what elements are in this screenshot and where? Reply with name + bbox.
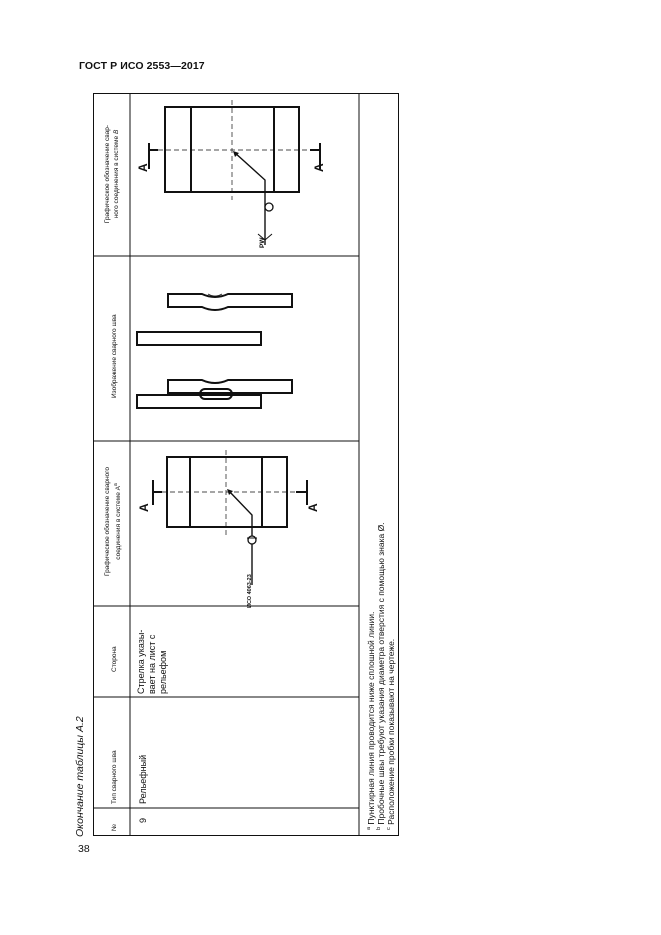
header-weld-image: Изображение сварного шва bbox=[111, 314, 118, 398]
header-symbol-b-line1: Графическое обозначение свар- bbox=[104, 124, 111, 224]
footnote-a: $^a$ Пунктирная линия проводится ниже сплошной линии. bbox=[366, 611, 376, 830]
footnote-b: $^b$ Пробочные швы требуют указания диаметра отверстия с помощью знака Ø. bbox=[376, 522, 386, 830]
symbol-a-drawing bbox=[130, 445, 330, 615]
row-side bbox=[136, 630, 169, 694]
header-symbol-a: Графическое обозначение сварного соединения в системе $А^a$ bbox=[104, 466, 123, 577]
tail-b-text: PW bbox=[259, 237, 266, 248]
footnote-mark-a: a bbox=[113, 483, 119, 487]
row-side-line3: рельефом bbox=[158, 650, 168, 694]
header-symbol-b bbox=[103, 93, 121, 255]
header-num: № bbox=[111, 824, 118, 831]
table-caption: Окончание таблицы А.2 bbox=[74, 716, 86, 837]
footnote-c: $^c$ Расположение пробки показывают на чертеже. bbox=[386, 638, 396, 830]
label-b-left: A bbox=[136, 163, 150, 172]
header-weld-type: Тип сварного шва bbox=[111, 750, 118, 804]
row-side-line1: Стрелка указы- bbox=[136, 629, 146, 694]
row-side-line2: вает на лист с bbox=[147, 634, 157, 694]
row-weld-type: Рельефный bbox=[138, 754, 148, 804]
row-num: 9 bbox=[138, 817, 148, 823]
symbol-b-drawing bbox=[130, 95, 330, 255]
header-side: Сторона bbox=[111, 646, 118, 672]
weld-image-drawing bbox=[130, 285, 300, 415]
tail-a-text: ИСО 4063-23 bbox=[247, 574, 253, 608]
label-b-right: A bbox=[312, 163, 326, 172]
header-symbol-b-sys: B bbox=[113, 129, 120, 135]
standard-header: ГОСТ Р ИСО 2553—2017 bbox=[79, 60, 205, 72]
label-a-right: A bbox=[306, 503, 320, 512]
page-number: 38 bbox=[78, 843, 90, 855]
label-a-left: A bbox=[137, 503, 151, 512]
header-symbol-b-line2: ного соединения в системе bbox=[113, 135, 120, 219]
